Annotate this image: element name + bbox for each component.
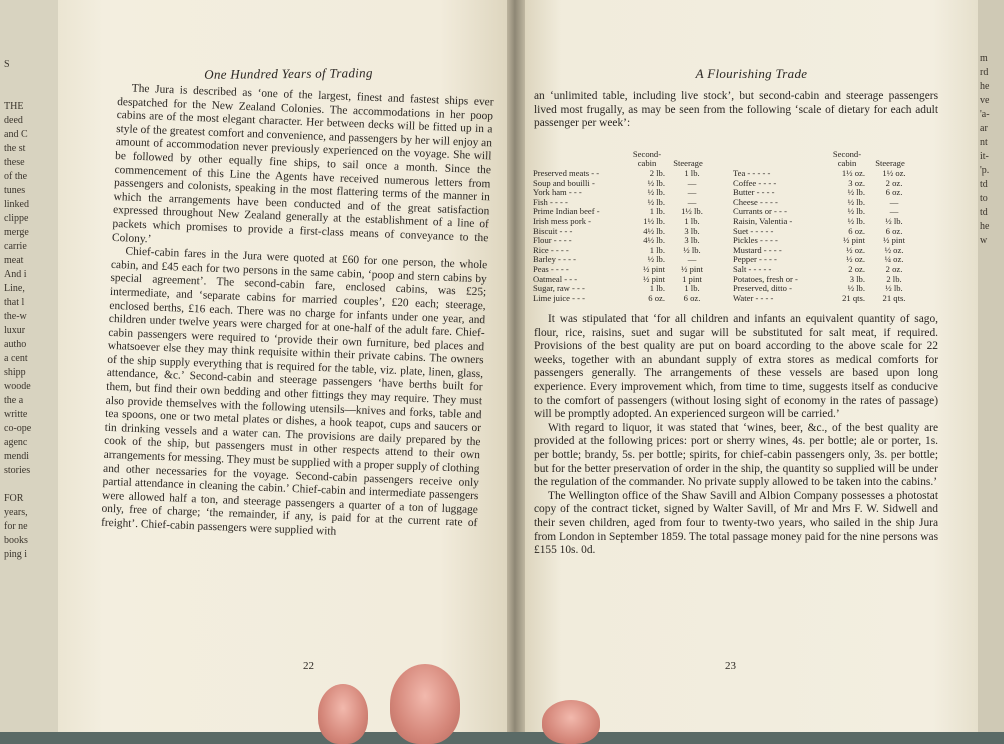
diet-second-cabin: 2 oz. <box>848 263 865 274</box>
diet-item: Mustard - - - - <box>733 245 782 255</box>
margin-text-fragment: meat <box>4 255 24 266</box>
margin-text-fragment: he <box>980 81 990 92</box>
right-paragraph: It was stipulated that ‘for all children and infants an equivalent quantity of sago, flour, rice, raisins, suet and sugar will be substituted for salt meat, if required. Provisions of the best quality are put on board according to the above scale for 22 weeks, together with an abundant supply of extra stores as medical comforts for passengers generally. The arrangements of these vessels are based upon long experience. Every improvement which, from time to time, suggests itself as conducive to the comfort of passengers (without losing sight of economy in the rates of passage) will be promptly adopted. An experienced surgeon will be carried.’ <box>534 313 938 421</box>
header-steerage: Steerage <box>875 158 905 169</box>
diet-steerage: 3 lb. <box>684 235 700 246</box>
diet-second-cabin: 1 lb. <box>649 244 665 255</box>
diet-row <box>733 294 935 304</box>
diet-steerage: — <box>889 206 899 217</box>
finger-tip <box>390 664 460 744</box>
margin-text-fragment: w <box>980 235 988 246</box>
diet-item: Lime juice - - - <box>533 293 586 303</box>
diet-row <box>733 265 935 275</box>
diet-item: Cheese - - - - <box>733 197 778 207</box>
margin-text-fragment: that l <box>4 297 25 308</box>
diet-second-cabin: 4½ lb. <box>643 225 665 236</box>
margin-text-fragment: td <box>980 207 988 218</box>
margin-text-fragment: S <box>4 59 10 70</box>
diet-steerage: 1 lb. <box>684 168 700 178</box>
margin-text-fragment: books <box>4 535 28 546</box>
diet-item: Sugar, raw - - - <box>533 284 585 294</box>
diet-item: Prime Indian beef - <box>533 207 600 217</box>
margin-text-fragment: autho <box>4 339 27 350</box>
margin-text-fragment: he <box>980 221 990 232</box>
margin-text-fragment: for ne <box>4 521 28 532</box>
diet-row <box>733 255 935 265</box>
diet-item: Biscuit - - - <box>533 226 573 236</box>
margin-text-fragment: ping i <box>4 549 28 560</box>
margin-text-fragment: the a <box>4 395 24 406</box>
margin-text-fragment: 'p. <box>980 165 990 176</box>
diet-row <box>733 188 935 198</box>
diet-second-cabin: 3 oz. <box>848 177 865 188</box>
margin-text-fragment: clippe <box>4 213 29 224</box>
diet-steerage: ½ lb. <box>885 283 903 294</box>
diet-second-cabin: ½ lb. <box>847 206 865 217</box>
diet-second-cabin: 2 lb. <box>649 168 665 178</box>
diet-steerage: 21 qts. <box>882 292 906 303</box>
diet-second-cabin: ½ lb. <box>647 177 665 188</box>
right-paragraph: With regard to liquor, it was stated that ‘wines, beer, &c., of the best quality are provided at the following prices: port or sherry wines, 4s. per bottle; ale or porter, 1s. per bottle; brandy, 5s. per bottle; spirits, for chief-cabin passengers only, 3s. per bottle; but for the better preservation of order in the ship, the quantity so supplied will be under the regulation of the commander. No private supply allowed to be taken into the cabins.’ <box>534 421 938 489</box>
left-page <box>58 0 507 732</box>
header-second-cabin: Second-cabin <box>832 148 862 169</box>
diet-item: Irish mess pork - <box>533 216 591 226</box>
diet-second-cabin: 1½ oz. <box>841 168 865 178</box>
margin-text-fragment: m <box>980 53 988 64</box>
margin-text-fragment: woode <box>4 381 31 392</box>
margin-text-fragment: to <box>980 193 988 204</box>
diet-second-cabin: ½ lb. <box>847 283 865 294</box>
adjacent-book-right <box>978 0 1004 732</box>
margin-text-fragment: 'a- <box>980 109 990 120</box>
diet-item: Tea - - - - - <box>733 169 771 178</box>
running-head-left: One Hundred Years of Trading <box>204 65 373 82</box>
diet-second-cabin: ½ oz. <box>846 254 865 265</box>
diet-item: Butter - - - - <box>733 188 775 198</box>
margin-text-fragment: THE <box>4 101 24 112</box>
header-steerage: Steerage <box>673 158 703 169</box>
diet-second-cabin: ½ pint <box>643 263 665 274</box>
diet-item: Flour - - - - <box>533 236 572 246</box>
margin-text-fragment: the-w <box>4 311 27 322</box>
margin-text-fragment: the st <box>4 143 26 154</box>
diet-second-cabin: 21 qts. <box>842 292 865 303</box>
diet-steerage: — <box>687 254 697 265</box>
diet-item: Fish - - - - <box>533 197 568 207</box>
page-number-left: 22 <box>303 660 314 672</box>
diet-steerage: — <box>687 187 697 198</box>
diet-steerage: ½ pint <box>681 263 703 274</box>
diet-header-row <box>533 150 723 169</box>
finger-tip <box>542 700 600 744</box>
diet-item: Currants or - - - <box>733 207 787 217</box>
margin-text-fragment: deed <box>4 115 23 126</box>
diet-item: York ham - - - <box>533 188 582 198</box>
left-page-body <box>101 82 494 545</box>
margin-text-fragment: agenc <box>4 437 28 448</box>
margin-text-fragment: Line, <box>4 283 25 294</box>
diet-second-cabin: 6 oz. <box>848 225 865 236</box>
margin-text-fragment: linked <box>4 199 29 210</box>
margin-text-fragment: rd <box>980 67 989 78</box>
right-page-body <box>534 313 938 558</box>
diet-row <box>733 217 935 227</box>
margin-text-fragment: co-ope <box>4 423 32 434</box>
book-gutter <box>505 0 527 732</box>
margin-text-fragment: merge <box>4 227 29 238</box>
diet-steerage: 6 oz. <box>683 292 701 303</box>
diet-item: Water - - - - <box>733 293 774 303</box>
running-head-right: A Flourishing Trade <box>695 66 808 81</box>
margin-text-fragment: shipp <box>4 367 26 378</box>
diet-row <box>733 179 935 189</box>
diet-item: Oatmeal - - - <box>533 274 578 284</box>
right-page <box>525 0 978 732</box>
diet-row <box>733 207 935 217</box>
diet-steerage: 2 oz. <box>885 263 903 274</box>
diet-row <box>733 246 935 256</box>
diet-second-cabin: 6 oz. <box>648 292 665 303</box>
diet-steerage: 6 oz. <box>885 225 903 236</box>
diet-second-cabin: ½ lb. <box>647 254 665 265</box>
diet-steerage: 1½ lb. <box>681 206 703 217</box>
diet-item: Pepper - - - - <box>733 255 777 265</box>
right-page-intro <box>534 90 938 131</box>
diet-item: Soup and bouilli - <box>533 178 595 188</box>
margin-text-fragment: ve <box>980 95 990 106</box>
diet-steerage: ½ pint <box>883 235 905 246</box>
diet-item: Raisin, Valentia - <box>733 216 793 226</box>
diet-steerage: 3 lb. <box>684 225 700 236</box>
diet-second-cabin: 1½ lb. <box>643 215 665 226</box>
diet-steerage: — <box>889 196 899 207</box>
diet-second-cabin: ½ lb. <box>647 187 665 198</box>
margin-text-fragment: FOR <box>4 493 24 504</box>
diet-steerage: ¼ oz. <box>884 254 904 265</box>
diet-steerage: 1 lb. <box>684 215 700 226</box>
diet-steerage: — <box>687 196 697 207</box>
margin-text-fragment: a cent <box>4 353 28 364</box>
diet-row <box>733 236 935 246</box>
diet-second-cabin: 1 lb. <box>649 206 665 217</box>
diet-steerage: ½ oz. <box>884 244 904 255</box>
margin-text-fragment: td <box>980 179 988 190</box>
margin-text-fragment: And i <box>4 269 27 280</box>
margin-text-fragment: these <box>4 157 25 168</box>
margin-text-fragment: nt <box>980 137 988 148</box>
margin-text-fragment: luxur <box>4 325 26 336</box>
margin-text-fragment: and C <box>4 129 28 140</box>
diet-item: Barley - - - - <box>533 255 576 265</box>
left-paragraph: The Jura is described as ‘one of the largest, finest and fastest ships ever despatched for the New Zealand Colonies. The accommodations in her poop cabins are of the most elegant character. Her between decks will be fitted up in a style of the greatest comfort and convenience, and passengers by her will enjoy an amount of accommodation never previously experienced on the voyage. She will be followed by other equally fine ships, to sail once a month. Since the commencement of this Line the Agents have received numerous letters from passengers and colonists, speaking in the most flattering terms of the manner in which the arrangements have been conducted and of the great satisfaction expressed throughout New Zealand generally at the establishment of a line of packets which promises to provide a first-class means of conveyance to the Colony.’ <box>111 82 494 245</box>
margin-text-fragment: of the <box>4 171 28 182</box>
diet-second-cabin: ½ lb. <box>847 196 865 207</box>
diet-second-cabin: ½ pint <box>643 273 665 284</box>
diet-second-cabin: ½ lb. <box>847 215 865 226</box>
header-second-cabin: Second-cabin <box>632 148 662 169</box>
diet-steerage: 6 oz. <box>885 187 903 198</box>
margin-text-fragment: tunes <box>4 185 26 196</box>
diet-steerage: ½ lb. <box>885 215 903 226</box>
diet-item: Coffee - - - - <box>733 178 777 188</box>
adjacent-book-left <box>0 0 59 732</box>
margin-text-fragment: years, <box>4 507 28 518</box>
diet-steerage: — <box>687 177 697 188</box>
page-number-right: 23 <box>725 660 736 672</box>
margin-text-fragment: writte <box>4 409 28 420</box>
diet-steerage: 2 oz. <box>885 177 903 188</box>
diet-second-cabin: ½ oz. <box>846 244 865 255</box>
diet-item: Preserved, ditto - <box>733 284 792 294</box>
diet-steerage: 2 lb. <box>886 273 902 284</box>
diet-item: Suet - - - - - <box>733 226 774 236</box>
diet-steerage: 1½ oz. <box>882 168 906 178</box>
margin-text-fragment: mendi <box>4 451 29 462</box>
diet-row <box>733 198 935 208</box>
intro-paragraph: an ‘unlimited table, including live stock’, but second-cabin and steerage passengers lived most frugally, as may be seen from the following ‘scale of dietary for each adult passenger per week’: <box>534 90 938 130</box>
diet-second-cabin: ½ lb. <box>647 196 665 207</box>
diet-second-cabin: 4½ lb. <box>643 235 665 246</box>
diet-second-cabin: 3 lb. <box>849 273 865 284</box>
diet-second-cabin: ½ lb. <box>847 187 865 198</box>
margin-text-fragment: it- <box>980 151 989 162</box>
diet-row <box>733 275 935 285</box>
diet-row <box>533 294 723 304</box>
diet-item: Salt - - - - - <box>733 264 772 274</box>
diet-steerage: 1 lb. <box>684 283 700 294</box>
margin-text-fragment: ar <box>980 123 988 134</box>
diet-steerage: ½ lb. <box>683 244 701 255</box>
left-paragraph: Chief-cabin fares in the Jura were quoted at £60 for one person, the whole cabin, and £45 each for two persons in the same cabin, ‘poop and stern cabins by special agreement’. The second-cabin fare, enclosed cabins, was £25; intermediate, and ‘separate cabins for married couples’, £20 each; steerage, enclosed berths, £16 each. There was no charge for infants under one year, and children under twelve years were charged for at one-half of the adult fare. Chief-cabin passengers were required to ‘provide their own furniture, bed places and whatsoever else they may think requisite within their private cabins. The owners of the ship supply everything that is required for the table, viz. plate, linen, glass, attendance, &c.’ Second-cabin and steerage passengers ‘have berths built for them, but find their own bedding and other fittings they may require. They must also provide themselves with the following utensils—knives and forks, table and tea spoons, one or two metal plates or dishes, a hook teapot, cups and saucers or tin drinking vessels and a water can. The provisions are daily prepared by the cook of the ship, but passengers must in other respects attend to their own arrangements for messing. They must be supplied with a proper supply of clothing and other necessaries for the voyage. Second-cabin passengers receive only partial attendance in cleaning the cabin.’ Chief-cabin and intermediate passengers were allowed half a ton, and steerage passengers a quarter of a ton of luggage only, free of charge; ‘the remainder, if any, is paid for at the current rate of freight’. Chief-cabin passengers were supplied with <box>100 245 488 538</box>
diet-table-right <box>733 150 935 303</box>
diet-item: Pickles - - - - <box>733 236 778 246</box>
diet-item: Peas - - - - <box>533 264 569 274</box>
finger-tip <box>318 684 368 744</box>
diet-item: Potatoes, fresh or - <box>733 274 798 284</box>
diet-table-left <box>533 150 723 303</box>
margin-text-fragment: carrie <box>4 241 27 252</box>
diet-item: Rice - - - - <box>533 245 569 255</box>
margin-text-fragment: stories <box>4 465 31 476</box>
right-paragraph: The Wellington office of the Shaw Savill and Albion Company possesses a photostat copy of the contract ticket, signed by Walter Savill, of Mr and Mrs F. W. Sidwell and their seven children, aged from four to twenty-two years, who sailed in the ship Jura from London in September 1859. The total passage money paid for the nine persons was £155 10s. 0d. <box>534 489 938 557</box>
diet-second-cabin: ½ pint <box>843 235 865 246</box>
diet-second-cabin: 1 lb. <box>649 283 665 294</box>
diet-steerage: 1 pint <box>682 273 702 284</box>
diet-row <box>733 169 935 179</box>
diet-header-row <box>733 150 935 169</box>
diet-item: Preserved meats - - <box>533 169 600 178</box>
